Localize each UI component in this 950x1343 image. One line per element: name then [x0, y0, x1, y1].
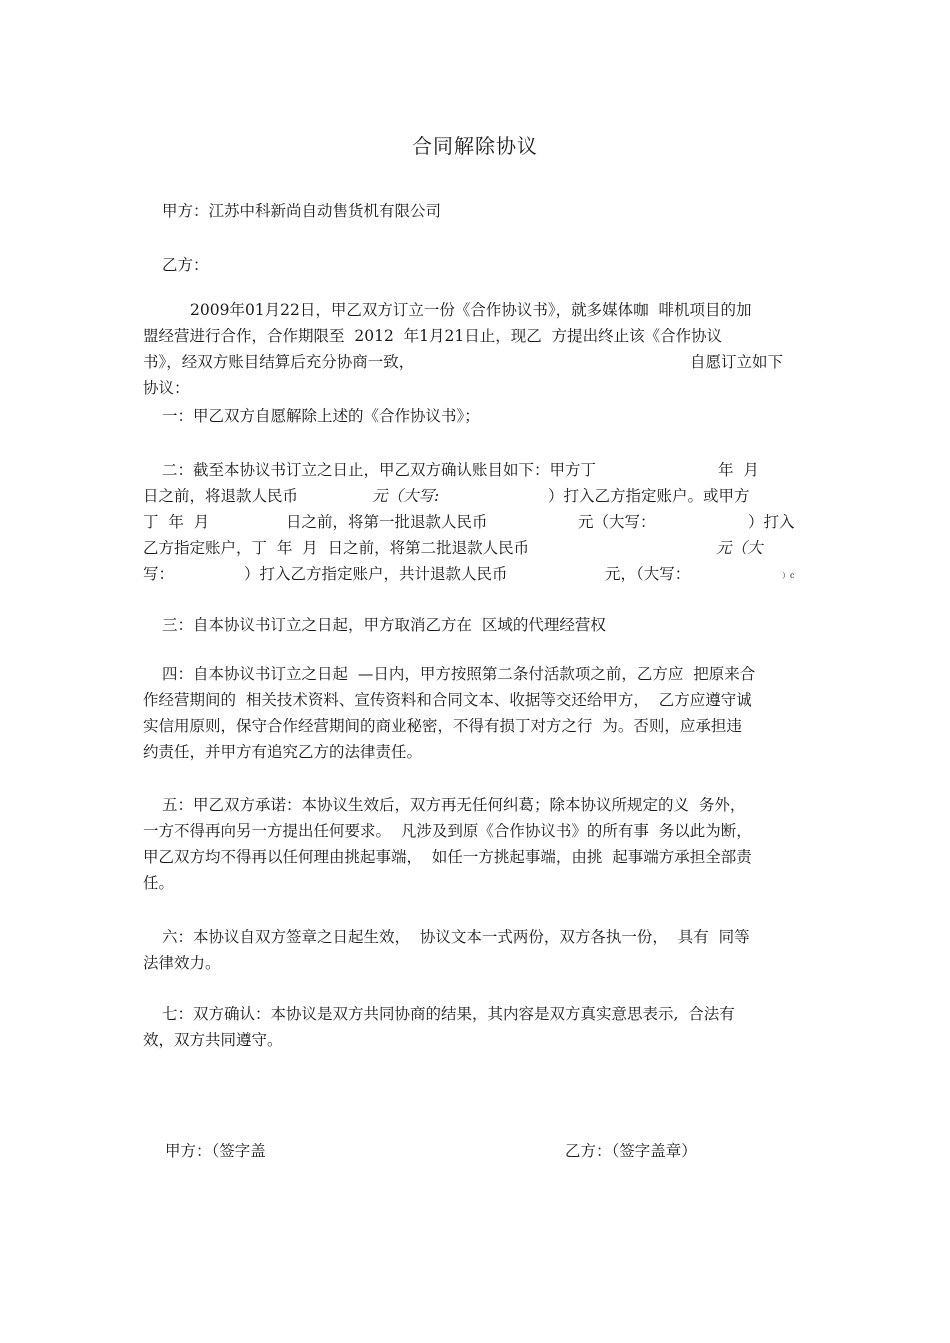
clause-6-line-2: 法律效力。 — [143, 954, 221, 972]
clause-2-line-3b: 日之前，将第一批退款人民币 — [286, 513, 488, 531]
clause-5-line-2: 一方不得再向另一方提出任何要求。 凡涉及到原《合作协议书》的所有事 务以此为断， — [143, 822, 752, 840]
signature-party-b: 乙方：（签字盖章） — [565, 1142, 697, 1160]
intro-line-3-end: 自愿订立如下 — [690, 353, 784, 371]
clause-2-line-4a: 乙方指定账户，丁 年 月 日之前，将第二批退款人民币 — [143, 539, 530, 557]
clause-2-line-1b: 年 月 — [718, 461, 759, 479]
clause-5-line-1: 五：甲乙双方承诺：本协议生效后，双方再无任何纠葛；除本协议所规定的义 务外， — [162, 796, 746, 814]
intro-line-2: 盟经营进行合作，合作期限至 2012 年1月21日止，现乙 方提出终止该《合作协议 — [143, 327, 723, 345]
clause-2-line-3d: ）打入 — [748, 513, 795, 531]
clause-2-line-2b: 元（大写: — [372, 487, 440, 505]
intro-line-3: 书》，经双方账目结算后充分协商一致， — [143, 353, 415, 371]
party-a-line: 甲方：江苏中科新尚自动售货机有限公司 — [162, 202, 442, 220]
clause-3: 三：自本协议书订立之日起，甲方取消乙方在 区域的代理经营权 — [162, 616, 606, 634]
document-title: 合同解除协议 — [412, 134, 538, 158]
clause-4-line-1: 四：自本协议书订立之日起 —日内，甲方按照第二条付活款项之前，乙方应 把原来合 — [162, 665, 756, 683]
signature-party-a: 甲方：（签字盖 — [165, 1142, 266, 1160]
clause-2-line-5b: ）打入乙方指定账户，共计退款人民币 — [244, 565, 508, 583]
clause-1: 一：甲乙双方自愿解除上述的《合作协议书》； — [162, 407, 480, 425]
clause-7-line-2: 效，双方共同遵守。 — [143, 1031, 283, 1049]
intro-line-1: 2009年01月22日，甲乙双方订立一份《合作协议书》，就多媒体咖 啡机项目的加 — [190, 301, 752, 319]
clause-4-line-4: 约责任，并甲方有追究乙方的法律责任。 — [143, 743, 423, 761]
clause-2-line-3a: 丁 年 月 — [143, 513, 210, 531]
clause-2-line-2a: 日之前，将退款人民币 — [143, 487, 299, 505]
clause-6-line-1: 六：本协议自双方签章之日起生效， 协议文本一式两份，双方各执一份， 具有 同等 — [162, 928, 750, 946]
clause-2-line-5c: 元，（大写： — [605, 565, 691, 583]
intro-line-4: 协议： — [143, 379, 190, 397]
clause-2-line-2c: ）打入乙方指定账户。或甲方 — [548, 487, 750, 505]
clause-2-line-1a: 二：截至本协议书订立之日止，甲乙双方确认账目如下：甲方丁 — [162, 461, 597, 479]
clause-4-line-2: 作经营期间的 相关技术资料、宣传资料和合同文本、收据等交还给甲方， 乙方应遵守诚 — [143, 691, 752, 709]
clause-7-line-1: 七：双方确认：本协议是双方共同协商的结果，其内容是双方真实意思表示, 合法有 — [162, 1005, 735, 1023]
clause-2-line-5d: ）c — [782, 571, 795, 580]
clause-5-line-4: 任。 — [143, 874, 175, 892]
clause-2-line-5a: 写： — [143, 565, 175, 583]
clause-4-line-3: 实信用原则，保守合作经营期间的商业秘密，不得有损丁对方之行 为。否则，应承担违 — [143, 717, 742, 735]
clause-2-line-3c: 元（大写： — [578, 513, 656, 531]
party-b-line: 乙方： — [162, 256, 209, 274]
clause-2-line-4b: 元（大 — [716, 539, 763, 557]
clause-5-line-3: 甲乙双方均不得再以任何理由挑起事端， 如任一方挑起事端，由挑 起事端方承担全部责 — [143, 848, 752, 866]
